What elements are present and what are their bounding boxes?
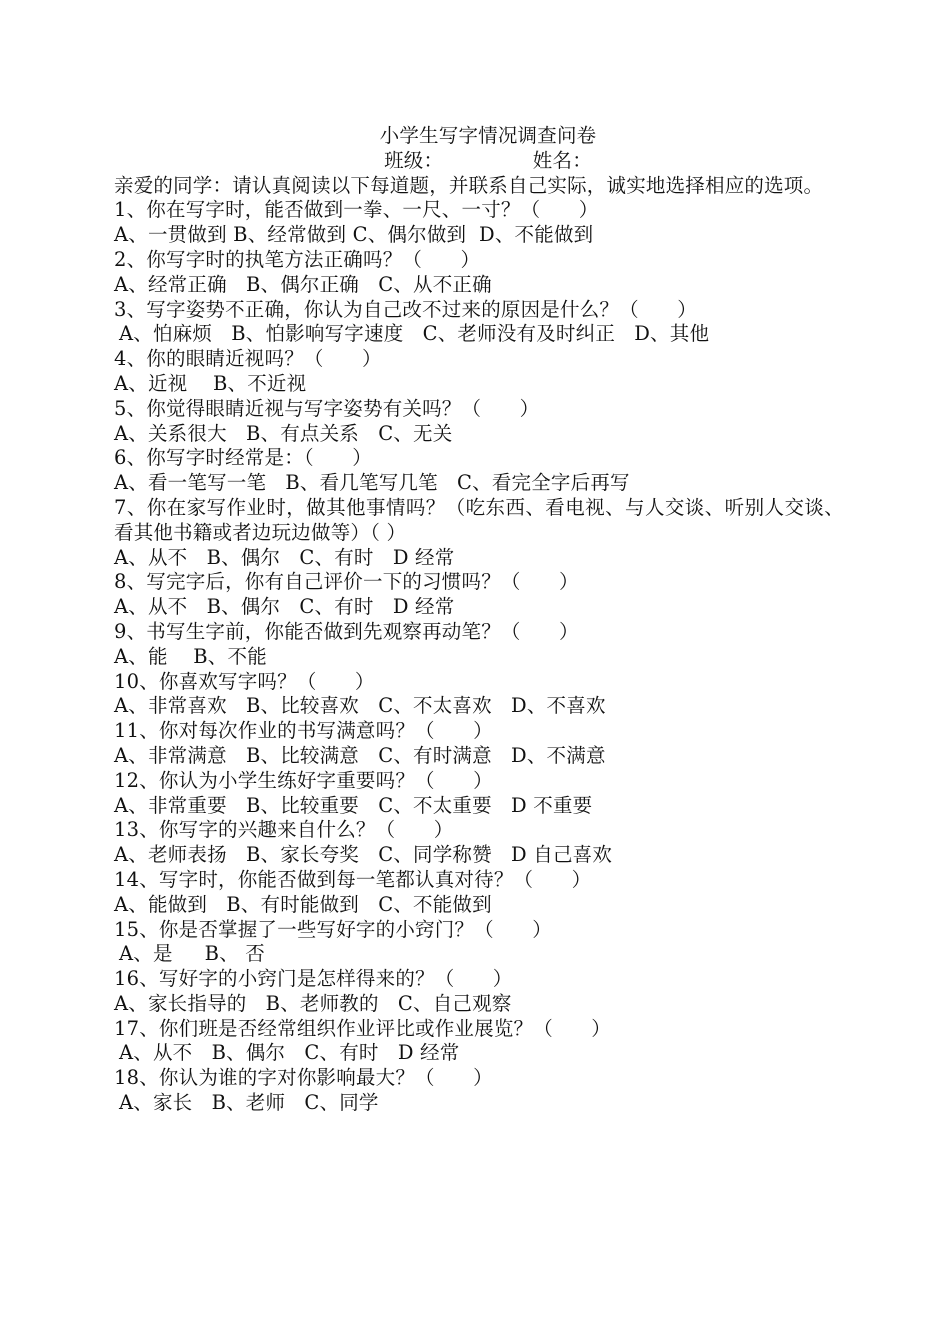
question-11: 11、你对每次作业的书写满意吗？（ ）: [114, 719, 493, 743]
question-16: 16、写好字的小窍门是怎样得来的？（ ）: [114, 967, 513, 991]
question-12: 12、你认为小学生练好字重要吗？（ ）: [114, 768, 493, 792]
question-5: 5、你觉得眼睛近视与写字姿势有关吗？（ ）: [114, 396, 540, 420]
options-9: A、能 B、不能: [114, 644, 267, 668]
options-15: A、是 B、 否: [119, 942, 266, 966]
options-6: A、看一笔写一笔 B、看几笔写几笔 C、看完全字后再写: [114, 471, 630, 495]
question-6: 6、你写字时经常是：（ ）: [114, 446, 372, 470]
options-5: A、关系很大 B、有点关系 C、无关: [114, 421, 453, 445]
options-8: A、从不 B、偶尔 C、有时 D 经常: [114, 595, 455, 619]
question-18: 18、你认为谁的字对你影响最大？（ ）: [114, 1066, 493, 1090]
options-4: A、近视 B、不近视: [114, 371, 307, 395]
question-13: 13、你写字的兴趣来自什么？（ ）: [114, 818, 454, 842]
question-1: 1、你在写字时，能否做到一拳、一尺、一寸？（ ）: [114, 198, 599, 222]
question-14: 14、写字时，你能否做到每一笔都认真对待？（ ）: [114, 867, 592, 891]
options-18: A、家长 B、老师 C、同学: [119, 1091, 379, 1115]
name-label: 姓名：: [532, 148, 592, 172]
question-4: 4、你的眼睛近视吗？（ ）: [114, 347, 382, 371]
options-13: A、老师表扬 B、家长夸奖 C、同学称赞 D 自己喜欢: [114, 843, 613, 867]
question-3: 3、写字姿势不正确，你认为自己改不过来的原因是什么？（ ）: [114, 297, 697, 321]
options-10: A、非常喜欢 B、比较喜欢 C、不太喜欢 D、不喜欢: [114, 694, 606, 718]
options-1: A、一贯做到 B、经常做到 C、偶尔做到 D、不能做到: [114, 223, 594, 247]
survey-document: [114, 124, 844, 1116]
question-7: 7、你在家写作业时，做其他事情吗？（吃东西、看电视、与人交谈、听别人交谈、看其他书籍或者边玩边做等）（ ）: [114, 495, 844, 544]
question-17: 17、你们班是否经常组织作业评比或作业展览？（ ）: [114, 1016, 612, 1040]
class-label: 班级：: [384, 148, 444, 172]
intro-paragraph: 亲爱的同学：请认真阅读以下每道题，并联系自己实际，诚实地选择相应的选项。: [114, 173, 824, 197]
options-14: A、能做到 B、有时能做到 C、不能做到: [114, 892, 492, 916]
options-2: A、经常正确 B、偶尔正确 C、从不正确: [114, 272, 492, 296]
question-2: 2、你写字时的执笔方法正确吗？（ ）: [114, 247, 481, 271]
options-12: A、非常重要 B、比较重要 C、不太重要 D 不重要: [114, 793, 593, 817]
options-16: A、家长指导的 B、老师教的 C、自己观察: [114, 991, 512, 1015]
question-15: 15、你是否掌握了一些写好字的小窍门？（ ）: [114, 917, 552, 941]
question-9: 9、书写生字前，你能否做到先观察再动笔？（ ）: [114, 619, 579, 643]
options-11: A、非常满意 B、比较满意 C、有时满意 D、不满意: [114, 743, 606, 767]
question-10: 10、你喜欢写字吗？（ ）: [114, 669, 375, 693]
options-7: A、从不 B、偶尔 C、有时 D 经常: [114, 545, 455, 569]
student-info-line: [114, 149, 844, 174]
question-8: 8、写完字后，你有自己评价一下的习惯吗？（ ）: [114, 570, 579, 594]
options-17: A、从不 B、偶尔 C、有时 D 经常: [119, 1041, 460, 1065]
document-title: 小学生写字情况调查问卷: [379, 124, 597, 147]
options-3: A、怕麻烦 B、怕影响写字速度 C、老师没有及时纠正 D、其他: [119, 322, 710, 346]
